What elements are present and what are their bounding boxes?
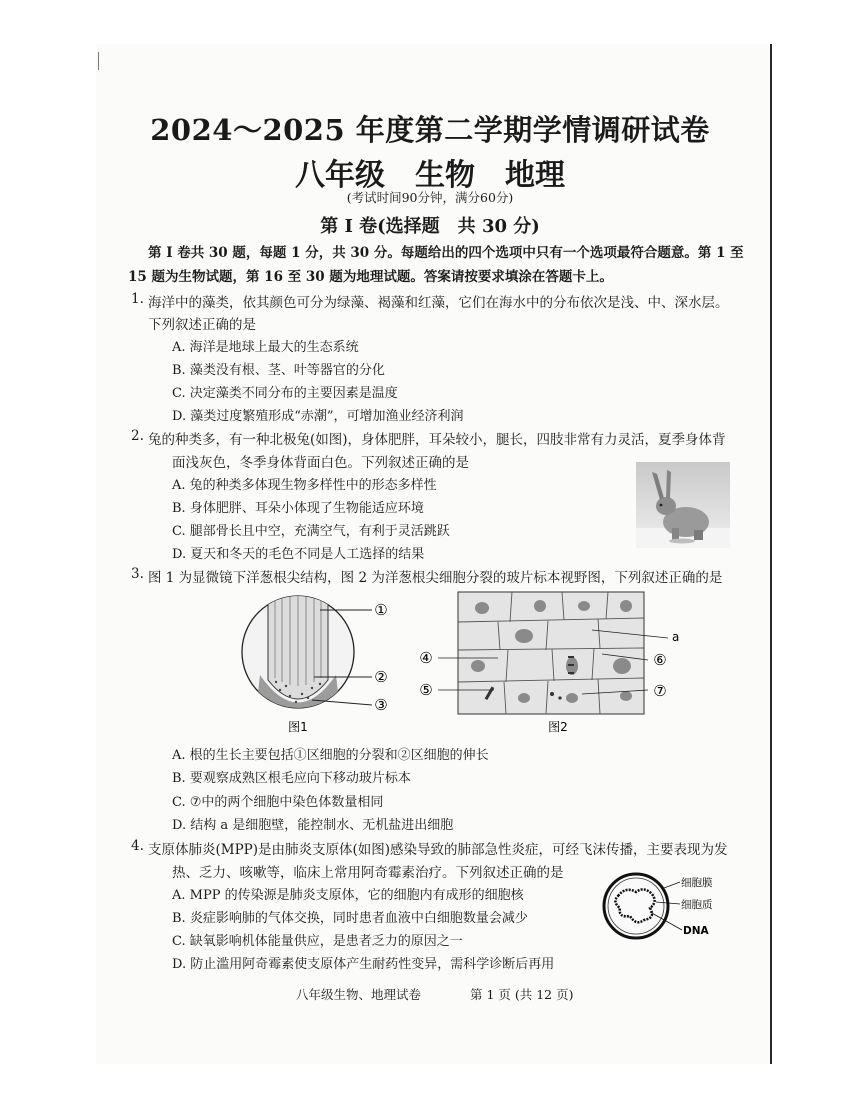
fig1-label-2: ② (374, 668, 388, 686)
section-title: 第 I 卷(选择题 共 30 分) (320, 216, 540, 237)
option-d: D. 夏天和冬天的毛色不同是人工选择的结果 (172, 547, 425, 562)
question-stem-line: 面浅灰色，冬季身体背面白色。下列叙述正确的是 (172, 455, 469, 471)
option-a: A. MPP 的传染源是肺炎支原体，它的细胞内有成形的细胞核 (172, 888, 524, 903)
option-c: C. 决定藻类不同分布的主要因素是温度 (172, 386, 398, 401)
exam-title: 2024～2025 年度第二学期学情调研试卷 (150, 113, 710, 147)
fig1-caption: 图1 (288, 720, 308, 734)
option-a: A. 海洋是地球上最大的生态系统 (172, 340, 359, 355)
question-number: 2. (131, 428, 144, 444)
question-stem-line: 兔的种类多，有一种北极兔(如图)，身体肥胖，耳朵较小，腿长，四肢非常有力灵活，夏季身体背 (148, 432, 726, 448)
option-a: A. 兔的种类多体现生物多样性中的形态多样性 (172, 478, 437, 493)
question-stem-line: 支原体肺炎(MPP)是由肺炎支原体(如图)感染导致的肺部急性炎症，可经飞沫传播，主要表现为发 (148, 842, 728, 858)
option-c: C. 缺氧影响机体能量供应，是患者乏力的原因之一 (172, 934, 463, 949)
question-number: 4. (131, 838, 144, 854)
fig2-label-7: ⑦ (653, 682, 667, 700)
exam-note: (考试时间90分钟，满分60分) (346, 190, 514, 205)
figure-1-root-tip (240, 590, 390, 740)
scan-edge-left (98, 52, 99, 70)
fig2-caption: 图2 (548, 720, 568, 734)
option-b: B. 藻类没有根、茎、叶等器官的分化 (172, 363, 385, 378)
option-d: D. 藻类过度繁殖形成“赤潮”，可增加渔业经济利润 (172, 409, 464, 424)
exam-subject: 八年级 生物 地理 (295, 158, 565, 193)
question-number: 1. (131, 291, 144, 307)
question-stem-line: 海洋中的藻类，依其颜色可分为绿藻、褐藻和红藻，它们在海水中的分布依次是浅、中、深水层。 (148, 295, 729, 311)
option-b: B. 炎症影响肺的气体交换，同时患者血液中白细胞数量会减少 (172, 911, 528, 926)
mycoplasma-diagram (598, 866, 722, 948)
option-b: B. 要观察成熟区根毛应向下移动玻片标本 (172, 771, 411, 786)
fig2-label-4: ④ (419, 649, 433, 667)
option-a: A. 根的生长主要包括①区细胞的分裂和②区细胞的伸长 (172, 748, 489, 763)
arctic-hare-photo (636, 462, 730, 548)
instructions-line-1: 第 I 卷共 30 题，每题 1 分，共 30 分。每题给出的四个选项中只有一个选项最符合题意。第 1 至 (148, 245, 744, 261)
question-stem-line: 热、乏力、咳嗽等，临床上常用阿奇霉素治疗。下列叙述正确的是 (172, 865, 564, 881)
option-d: D. 防止滥用阿奇霉素使支原体产生耐药性变异，需科学诊断后再用 (172, 957, 555, 972)
fig2-label-6: ⑥ (653, 651, 667, 669)
mycoplasma-label-membrane: 细胞膜 (681, 877, 713, 889)
option-c: C. ⑦中的两个细胞中染色体数量相同 (172, 795, 384, 810)
option-d: D. 结构 a 是细胞壁，能控制水、无机盐进出细胞 (172, 818, 454, 833)
option-c: C. 腿部骨长且中空，充满空气，有利于灵活跳跃 (172, 524, 450, 539)
question-stem-line: 下列叙述正确的是 (148, 317, 256, 333)
figure-2-cell-division (412, 590, 684, 740)
fig1-label-3: ③ (374, 696, 388, 714)
instructions-line-2: 15 题为生物试题，第 16 至 30 题为地理试题。答案请按要求填涂在答题卡上。 (128, 269, 613, 285)
footer-page: 第 1 页 (共 12 页) (470, 987, 574, 1002)
fig2-label-a: a (672, 630, 680, 644)
option-b: B. 身体肥胖、耳朵小体现了生物能适应环境 (172, 501, 424, 516)
footer-subject: 八年级生物、地理试卷 (296, 987, 422, 1002)
fig2-label-5: ⑤ (419, 681, 433, 699)
mycoplasma-label-cytoplasm: 细胞质 (681, 899, 713, 911)
question-stem-line: 图 1 为显微镜下洋葱根尖结构，图 2 为洋葱根尖细胞分裂的玻片标本视野图，下列叙述正确的是 (148, 570, 723, 586)
fig1-label-1: ① (374, 601, 388, 619)
question-number: 3. (131, 566, 144, 582)
mycoplasma-label-dna: DNA (683, 925, 709, 937)
